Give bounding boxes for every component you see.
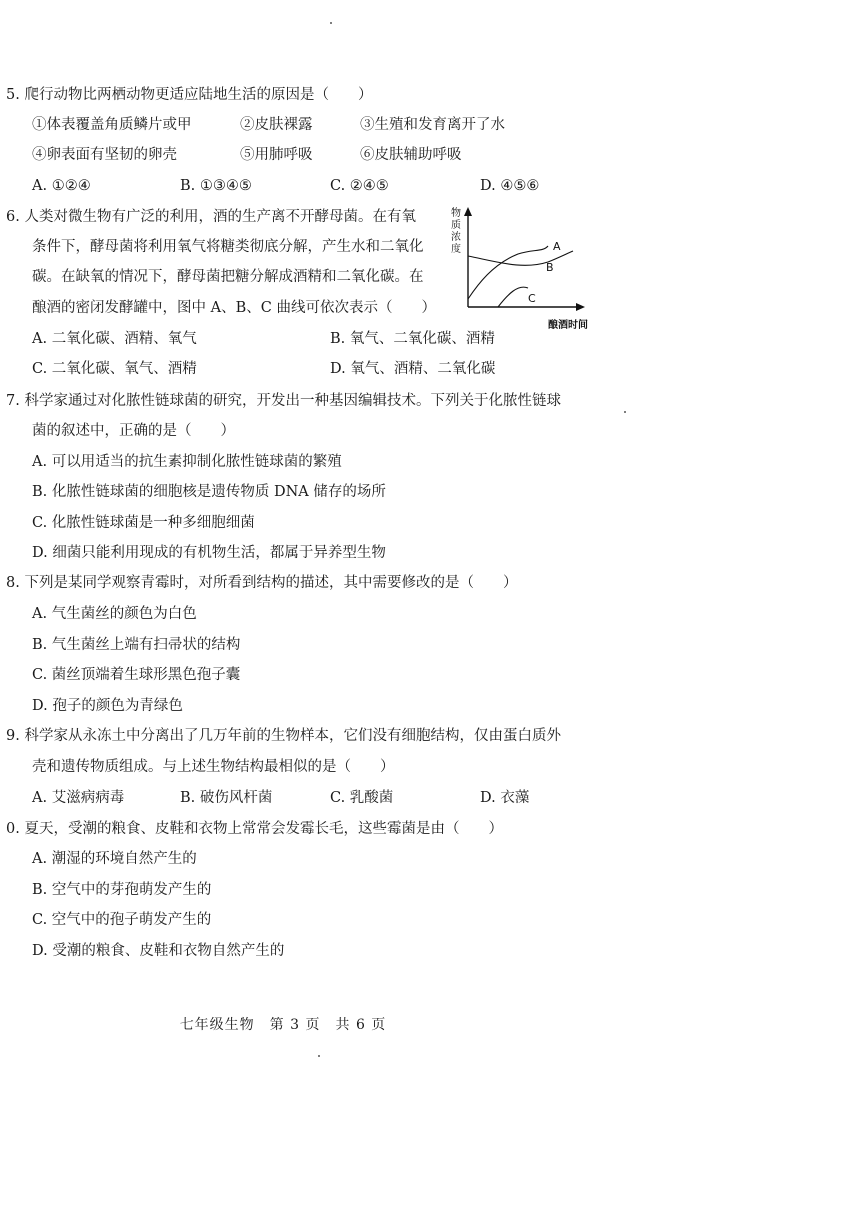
q6-option: A. 二氧化碳、酒精、氧气 <box>32 331 197 347</box>
x-axis-label: 酿酒时间 <box>548 320 588 331</box>
q9-option: A. 艾滋病病毒 <box>32 790 125 806</box>
curve-label-b: B <box>546 261 554 274</box>
q5-item: ④卵表面有坚韧的卵壳 <box>32 147 177 163</box>
q5-item: ⑤用肺呼吸 <box>240 147 313 163</box>
q7-option: D. 细菌只能利用现成的有机物生活，都属于异养型生物 <box>32 545 386 561</box>
q10-stem: 0. 夏天，受潮的粮食、皮鞋和衣物上常常会发霉长毛，这些霉菌是由（ ） <box>6 821 503 837</box>
q9-option: C. 乳酸菌 <box>330 790 394 806</box>
q10-option: B. 空气中的芽孢萌发产生的 <box>32 882 212 898</box>
q5-option: D. ④⑤⑥ <box>480 178 540 194</box>
q9-stem-line: 壳和遗传物质组成。与上述生物结构最相似的是（ ） <box>32 759 395 775</box>
q9-option: B. 破伤风杆菌 <box>180 790 273 806</box>
q5-item: ③生殖和发育离开了水 <box>360 117 505 133</box>
q7-stem-line: 菌的叙述中，正确的是（ ） <box>32 423 235 439</box>
q7-option: A. 可以用适当的抗生素抑制化脓性链球菌的繁殖 <box>32 454 342 470</box>
q5-item: ②皮肤裸露 <box>240 117 313 133</box>
q5-item: ⑥皮肤辅助呼吸 <box>360 147 462 163</box>
q9-option: D. 衣藻 <box>480 790 530 806</box>
q7-option: B. 化脓性链球菌的细胞核是遗传物质 DNA 储存的场所 <box>32 484 386 500</box>
q7-stem-line: 7. 科学家通过对化脓性链球菌的研究，开发出一种基因编辑技术。下列关于化脓性链球 <box>6 393 561 409</box>
q6-option: B. 氧气、二氧化碳、酒精 <box>330 331 495 347</box>
q6-stem-line: 6. 人类对微生物有广泛的利用，酒的生产离不开酵母菌。在有氧 <box>6 209 416 225</box>
x-axis-arrow <box>576 303 585 311</box>
q5-option: A. ①②④ <box>32 178 91 194</box>
fermentation-curve-figure <box>448 204 598 334</box>
q8-option: B. 气生菌丝上端有扫帚状的结构 <box>32 637 241 653</box>
q8-option: A. 气生菌丝的颜色为白色 <box>32 606 197 622</box>
q5-stem: 5. 爬行动物比两栖动物更适应陆地生活的原因是（ ） <box>6 87 373 103</box>
y-axis-label-char: 度 <box>451 244 461 255</box>
q6-option: D. 氧气、酒精、二氧化碳 <box>330 361 496 377</box>
page-footer: 七年级生物 第 3 页 共 6 页 <box>179 1017 387 1033</box>
y-axis-arrow <box>464 207 472 216</box>
q10-option: A. 潮湿的环境自然产生的 <box>32 851 197 867</box>
curve-label-c: C <box>528 292 536 305</box>
q8-option: C. 菌丝顶端着生球形黑色孢子囊 <box>32 667 241 683</box>
q8-option: D. 孢子的颜色为青绿色 <box>32 698 183 714</box>
y-axis-label <box>451 206 464 255</box>
y-axis-label-char: 物 <box>451 208 461 219</box>
q10-option: C. 空气中的孢子萌发产生的 <box>32 912 212 928</box>
q6-option: C. 二氧化碳、氧气、酒精 <box>32 361 197 377</box>
q6-stem-line: 酿酒的密闭发酵罐中，图中 A、B、C 曲线可依次表示（ ） <box>32 300 436 316</box>
curve-b <box>468 246 548 299</box>
q10-option: D. 受潮的粮食、皮鞋和衣物自然产生的 <box>32 943 285 959</box>
q9-stem-line: 9. 科学家从永冻土中分离出了几万年前的生物样本，它们没有细胞结构，仅由蛋白质外 <box>6 728 561 744</box>
q6-stem-line: 碳。在缺氧的情况下，酵母菌把糖分解成酒精和二氧化碳。在 <box>32 269 424 285</box>
q5-item: ①体表覆盖角质鳞片或甲 <box>32 117 192 133</box>
q6-stem-line: 条件下，酵母菌将利用氧气将糖类彻底分解，产生水和二氧化 <box>32 239 424 255</box>
q5-option: C. ②④⑤ <box>330 178 389 194</box>
q8-stem: 8. 下列是某同学观察青霉时，对所看到结构的描述，其中需要修改的是（ ） <box>6 575 518 591</box>
scan-speck <box>318 1055 320 1057</box>
q7-option: C. 化脓性链球菌是一种多细胞细菌 <box>32 515 255 531</box>
y-axis-label-char: 质 <box>451 220 461 231</box>
y-axis-label-char: 浓 <box>451 232 461 243</box>
curve-label-a: A <box>553 240 561 253</box>
curve-c <box>498 287 528 307</box>
scan-speck <box>624 411 626 413</box>
q5-option: B. ①③④⑤ <box>180 178 252 194</box>
scan-speck <box>330 22 332 24</box>
